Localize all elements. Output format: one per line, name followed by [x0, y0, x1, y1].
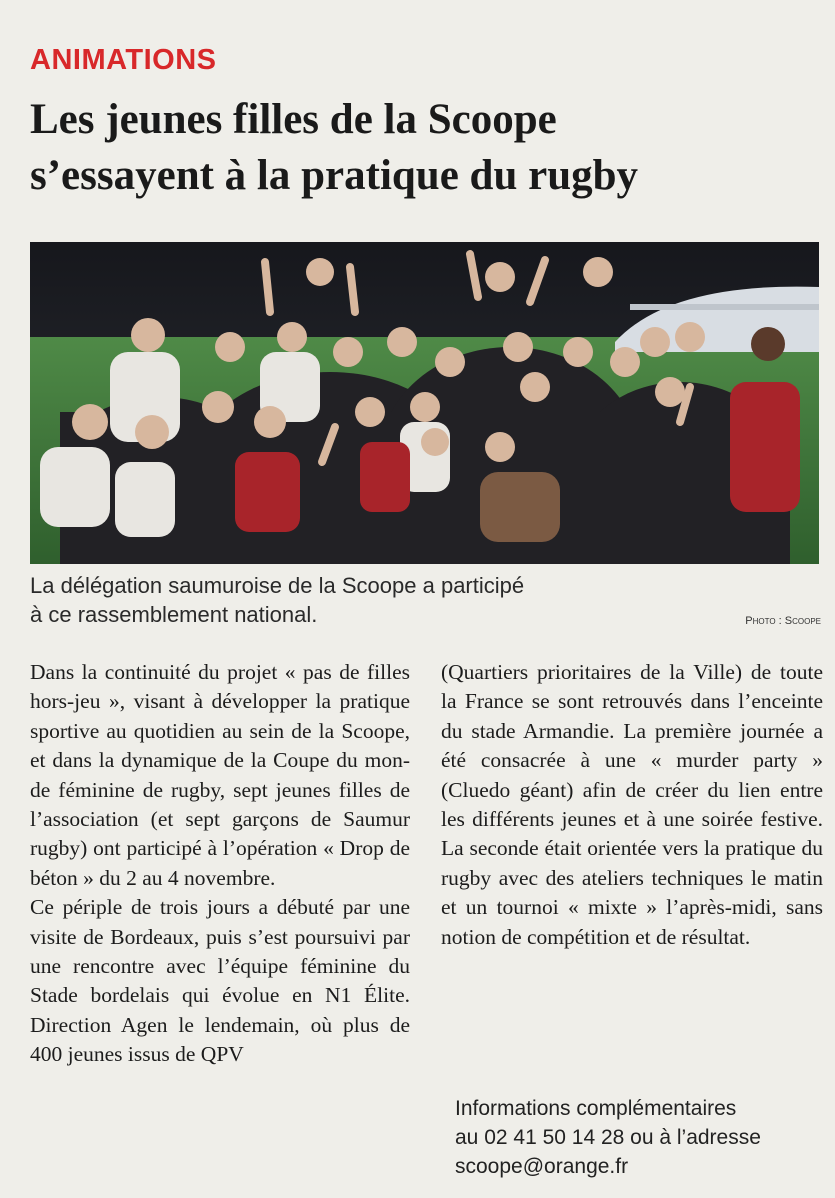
contact-email: scoope@orange.fr	[455, 1155, 629, 1178]
section-rubric: ANIMATIONS	[30, 44, 217, 76]
article-column-left	[30, 658, 410, 1070]
article-paragraph-2: Ce périple de trois jours a débuté par une visite de Bordeaux, puis s’est poursuivi par une rencontre avec l’équipe féminine du Stade bordelais qui évolue en N1 Élite. Direction Agen le lendemain, où plus de 400 jeunes issus de QPV	[30, 895, 410, 1067]
group-photo	[30, 242, 819, 564]
contact-line-1: Informations complémentaires	[455, 1097, 737, 1120]
photo-credit: Photo : Scoope	[745, 615, 821, 627]
caption-line-1: La délégation saumuroise de la Scoope a participé	[30, 573, 525, 598]
article-paragraph-1: Dans la continuité du projet « pas de filles hors-jeu », visant à développer la pratique sportive au quotidien au sein de la Scoope, et dans la dynamique de la Coupe du monde féminine de rugby, sept jeunes filles de l’association (et sept garçons de Saumur rugby) ont participé à l’opération « Drop de béton » du 2 au 4 novembre.	[30, 660, 410, 890]
caption-line-2: à ce rassemblement national.	[30, 602, 318, 627]
headline-line-2: s’essayent à la pratique du rugby	[30, 152, 639, 199]
contact-info	[455, 1094, 815, 1181]
headline	[30, 92, 820, 204]
article-paragraph-3: (Quartiers prioritaires de la Ville) de toute la France se sont retrouvés dans l’enceinte du stade Armandie. La première journée a été consacrée à une « murder party » (Cluedo géant) afin de créer du lien entre les différents jeunes et à une soirée festive. La seconde était orientée vers la pratique du rugby avec des ateliers techniques le matin et un tournoi « mixte » l’après-midi, sans notion de compétition et de résultat.	[441, 660, 823, 949]
contact-phone: au 02 41 50 14 28 ou à l’adresse	[455, 1126, 761, 1149]
article-column-right	[441, 658, 823, 952]
headline-line-1: Les jeunes filles de la Scoope	[30, 96, 557, 143]
photo-caption	[30, 571, 670, 629]
